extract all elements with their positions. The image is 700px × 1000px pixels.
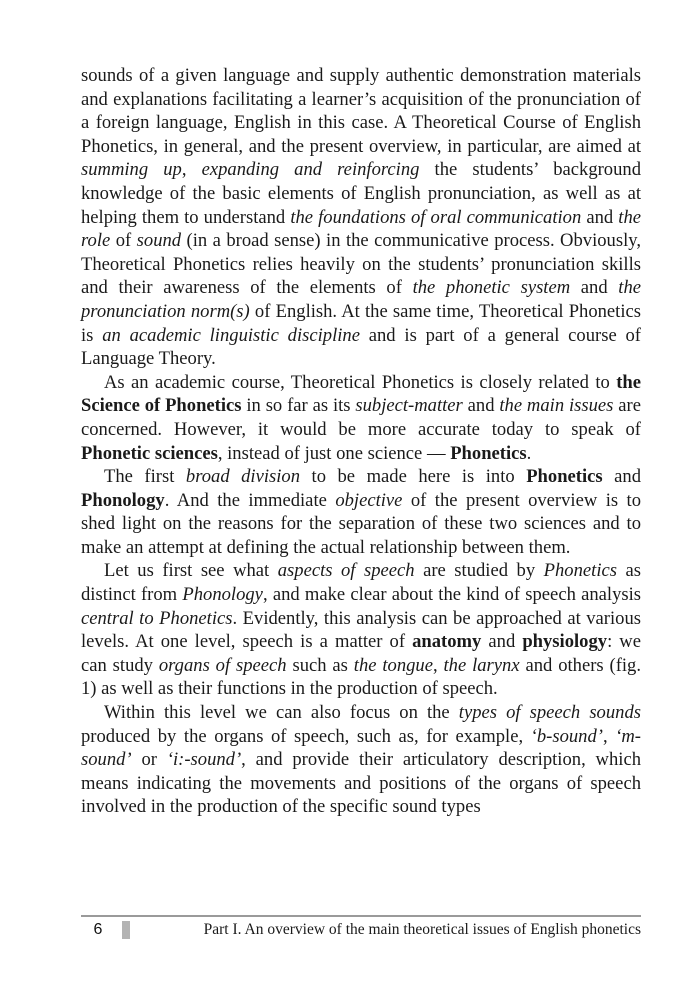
- italic-text: the main issues: [499, 395, 614, 417]
- bold-text: Phonetics: [450, 442, 527, 464]
- italic-text: aspects of speech: [277, 560, 415, 582]
- italic-text: ‘i:-sound’: [166, 749, 242, 771]
- text-run: ,: [433, 654, 444, 676]
- bold-text: Phonology: [81, 489, 165, 511]
- italic-text: the foundations of oral communication: [290, 206, 582, 228]
- text-run: to be made here is into: [300, 466, 527, 488]
- italic-text: summing up: [81, 159, 182, 181]
- bold-text: physiology: [522, 631, 608, 653]
- running-title: Part I. An overview of the main theoretical issues of English phonetics: [203, 921, 641, 938]
- text-run: and: [462, 395, 500, 417]
- page-footer: [81, 915, 641, 943]
- text-run: and: [570, 277, 619, 299]
- italic-text: central to Phonetics: [81, 607, 233, 629]
- text-run: such as: [286, 654, 354, 676]
- text-run: are concerned. However, it would be more accurate today to speak of: [81, 395, 641, 440]
- paragraph: [81, 371, 641, 465]
- text-run: , and make clear about the kind of speech analysis: [262, 584, 642, 606]
- text-run: of English. At the same time, Theoretical Phonetics is: [81, 300, 642, 346]
- paragraph: [81, 701, 641, 819]
- italic-text: the role: [81, 206, 641, 252]
- page-body: [81, 64, 641, 819]
- text-run: and: [581, 206, 619, 228]
- text-run: As an academic course, Theoretical Phonetics is closely related to: [104, 371, 617, 393]
- text-run: . Evidently, this analysis can be approached at various levels. At one level, speech is a matter of: [81, 607, 641, 653]
- italic-text: types of speech sounds: [458, 702, 641, 724]
- text-run: and others (fig. 1) as well as their functions in the production of speech.: [81, 654, 641, 700]
- text-run: , instead of just one science —: [217, 442, 451, 464]
- bold-text: anatomy: [412, 631, 482, 653]
- text-run: The first: [104, 466, 186, 488]
- italic-text: the tongue: [353, 654, 433, 676]
- bold-text: the Science of Phonetics: [81, 371, 641, 417]
- bold-text: Phonetics: [526, 466, 603, 488]
- page-number: 6: [93, 921, 103, 938]
- text-run: and is part of a general course of Language Theory.: [81, 324, 641, 370]
- text-run: (in a broad sense) in the communicative process. Obviously, Theoretical Phonetics relies heavily on the students’ pronunciation skills and their awareness of the elements of: [81, 230, 641, 299]
- italic-text: subject-matter: [355, 395, 463, 417]
- text-run: .: [526, 442, 532, 464]
- text-run: . And the immediate: [164, 489, 336, 511]
- text-run: the students’ background knowledge of the basic elements of English pronunciation, as well as at helping them to understand: [81, 159, 641, 228]
- italic-text: expanding and reinforcing: [201, 159, 420, 181]
- paragraph: [81, 64, 641, 371]
- text-run: , and provide their articulatory description, which means indicating the movements and positions of the organs of speech involved in the production of the specific sound types: [81, 749, 641, 818]
- text-run: and: [602, 466, 641, 488]
- text-run: ,: [602, 725, 616, 747]
- text-run: sounds of a given language and supply authentic demonstration materials and explanations facilitating a learner’s acquisition of the pronunciation of a foreign language, English in this case. A Theoretical Course of English Phonetics, in general, and the present overview, in particular, are aimed at: [81, 65, 641, 157]
- paragraph: [81, 559, 641, 701]
- italic-text: ‘m-sound’: [81, 725, 641, 771]
- italic-text: sound: [136, 230, 182, 252]
- text-run: as distinct from: [81, 560, 641, 606]
- italic-text: the phonetic system: [412, 277, 571, 299]
- italic-text: the larynx: [443, 654, 520, 676]
- paragraph: [81, 465, 641, 559]
- italic-text: an academic linguistic discipline: [102, 324, 360, 346]
- italic-text: broad division: [185, 466, 301, 488]
- text-run: of: [110, 230, 137, 252]
- text-run: produced by the organs of speech, such as, for example,: [81, 725, 531, 747]
- italic-text: ‘b-sound’: [530, 725, 603, 747]
- text-run: Within this level we can also focus on the: [104, 702, 459, 724]
- text-run: or: [131, 749, 167, 771]
- text-run: are studied by: [414, 560, 544, 582]
- italic-text: objective: [335, 489, 403, 511]
- text-run: : we can study: [81, 631, 641, 676]
- italic-text: the pronunciation norm(s): [81, 277, 641, 322]
- bold-text: Phonetic sciences: [81, 442, 218, 464]
- italic-text: Phonetics: [543, 560, 617, 582]
- italic-text: Phonology: [182, 584, 263, 606]
- text-run: of the present overview is to shed light on the reasons for the separation of these two sciences and to make an attempt at defining the actual relationship between them.: [81, 489, 642, 558]
- italic-text: organs of speech: [158, 654, 287, 676]
- text-run: ,: [181, 159, 202, 181]
- footer-bar: [122, 921, 130, 939]
- text-run: Let us first see what: [104, 560, 278, 582]
- text-run: in so far as its: [241, 395, 356, 417]
- text-run: and: [481, 631, 523, 653]
